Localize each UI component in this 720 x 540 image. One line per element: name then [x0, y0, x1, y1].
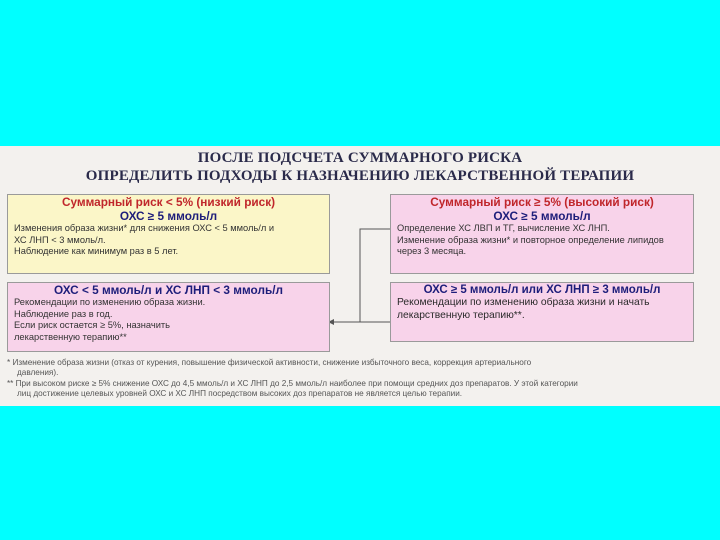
low-risk-subheader: ОХС ≥ 5 ммоль/л — [119, 209, 218, 223]
title-line-2: ОПРЕДЕЛИТЬ ПОДХОДЫ К НАЗНАЧЕНИЮ ЛЕКАРСТВЕННОЙ ТЕРАПИИ — [85, 168, 635, 184]
high-risk-box — [390, 194, 694, 274]
low-target-line-2: Наблюдение раз в год. — [14, 308, 113, 319]
high-target-header: ОХС ≥ 5 ммоль/л или ХС ЛНП ≥ 3 ммоль/л — [423, 284, 661, 296]
high-risk-header: Суммарный риск ≥ 5% (высокий риск) — [430, 195, 654, 209]
low-risk-line-1: Изменения образа жизни* для снижения ОХС < 5 ммоль/л и — [14, 223, 275, 233]
high-target-line-2: лекарственную терапию**. — [397, 309, 525, 321]
low-target-box — [7, 282, 330, 352]
footnote-2-line-2: лиц достижение целевых уровней ОХС и ХС ЛНП посредством высоких доз препаратов не является целью терапии. — [17, 389, 463, 398]
low-target-line-3: Если риск остается ≥ 5%, назначить — [14, 320, 171, 331]
footnote-1-line-1: * Изменение образа жизни (отказ от курения, повышение физической активности, снижение избыточного веса, коррекция артериального — [7, 358, 532, 367]
high-risk-subheader: ОХС ≥ 5 ммоль/л — [493, 209, 591, 223]
high-risk-line-3: через 3 месяца. — [397, 246, 467, 257]
slide — [0, 146, 720, 406]
low-risk-line-2: ХС ЛНП < 3 ммоль/л. — [14, 234, 106, 245]
low-risk-line-3: Наблюдение как минимум раз в 5 лет. — [14, 246, 179, 257]
footnote-2-line-1: ** При высоком риске ≥ 5% снижение ОХС до 4,5 ммоль/л и ХС ЛНП до 2,5 ммоль/л наиболее при помощи средних доз препаратов. У этой категории — [7, 379, 578, 388]
low-risk-header: Суммарный риск < 5% (низкий риск) — [61, 195, 276, 209]
high-risk-line-2: Изменение образа жизни* и повторное определение липидов — [397, 234, 664, 245]
high-target-box — [390, 282, 694, 342]
low-target-header: ОХС < 5 ммоль/л и ХС ЛНП < 3 ммоль/л — [54, 283, 283, 297]
low-target-line-1: Рекомендации по изменению образа жизни. — [14, 297, 206, 307]
connector-elbow — [360, 229, 390, 322]
low-target-line-4: лекарственную терапию** — [14, 331, 127, 342]
title-line-1: ПОСЛЕ ПОДСЧЕТА СУММАРНОГО РИСКА — [197, 150, 523, 166]
high-risk-line-1: Определение ХС ЛВП и ТГ, вычисление ХС ЛНП. — [397, 223, 610, 233]
high-target-line-1: Рекомендации по изменению образа жизни и начать — [397, 297, 650, 308]
low-risk-box — [7, 194, 330, 274]
footnote-1-line-2: давления). — [17, 368, 59, 377]
